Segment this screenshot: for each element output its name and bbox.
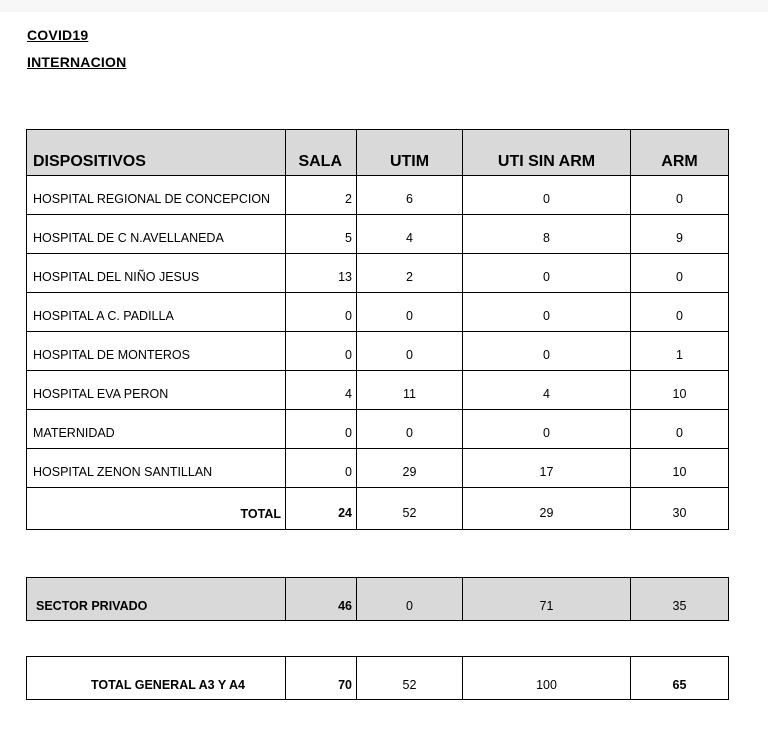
table-row — [27, 332, 729, 371]
row-sala: 0 — [286, 293, 357, 332]
private-sector-label: SECTOR PRIVADO — [27, 578, 286, 621]
column-header-sala: SALA — [286, 130, 357, 176]
row-arm: 0 — [631, 176, 729, 215]
column-header-uti-sin-arm: UTI SIN ARM — [463, 130, 631, 176]
general-total-sala: 70 — [286, 657, 357, 700]
table-row — [27, 176, 729, 215]
general-total-arm: 65 — [631, 657, 729, 700]
row-utim: 0 — [357, 410, 463, 449]
table-row — [27, 293, 729, 332]
row-name: HOSPITAL DE MONTEROS — [27, 332, 286, 371]
row-name: HOSPITAL EVA PERON — [27, 371, 286, 410]
title-covid19: COVID19 — [27, 27, 89, 43]
private-sector-utim: 0 — [357, 578, 463, 621]
row-arm: 9 — [631, 215, 729, 254]
row-sala: 0 — [286, 332, 357, 371]
row-sala: 5 — [286, 215, 357, 254]
total-arm: 30 — [631, 488, 729, 530]
row-utim: 6 — [357, 176, 463, 215]
column-header-arm: ARM — [631, 130, 729, 176]
hospital-table — [26, 129, 729, 530]
private-sector-arm: 35 — [631, 578, 729, 621]
general-total-table — [26, 656, 729, 700]
general-total-uti-sin-arm: 100 — [463, 657, 631, 700]
private-sector-sala: 46 — [286, 578, 357, 621]
row-uti-sin-arm: 0 — [463, 332, 631, 371]
column-header-dispositivos: DISPOSITIVOS — [27, 130, 286, 176]
row-arm: 0 — [631, 293, 729, 332]
row-name: MATERNIDAD — [27, 410, 286, 449]
table-row — [27, 254, 729, 293]
row-uti-sin-arm: 17 — [463, 449, 631, 488]
row-sala: 2 — [286, 176, 357, 215]
general-total-utim: 52 — [357, 657, 463, 700]
row-sala: 13 — [286, 254, 357, 293]
row-arm: 0 — [631, 254, 729, 293]
row-arm: 0 — [631, 410, 729, 449]
general-total-label: TOTAL GENERAL A3 Y A4 — [27, 657, 286, 700]
private-sector-row — [27, 578, 729, 621]
total-sala: 24 — [286, 488, 357, 530]
table-row — [27, 371, 729, 410]
table-row — [27, 215, 729, 254]
row-uti-sin-arm: 0 — [463, 254, 631, 293]
private-sector-table — [26, 577, 729, 621]
top-edge — [0, 0, 768, 12]
row-uti-sin-arm: 0 — [463, 410, 631, 449]
total-utim: 52 — [357, 488, 463, 530]
row-sala: 0 — [286, 410, 357, 449]
row-utim: 11 — [357, 371, 463, 410]
table-row — [27, 410, 729, 449]
row-arm: 10 — [631, 449, 729, 488]
row-name: HOSPITAL A C. PADILLA — [27, 293, 286, 332]
row-name: HOSPITAL ZENON SANTILLAN — [27, 449, 286, 488]
row-uti-sin-arm: 4 — [463, 371, 631, 410]
row-sala: 0 — [286, 449, 357, 488]
title-internacion: INTERNACION — [27, 54, 127, 70]
total-label: TOTAL — [27, 488, 286, 530]
row-uti-sin-arm: 0 — [463, 176, 631, 215]
row-uti-sin-arm: 0 — [463, 293, 631, 332]
total-row — [27, 488, 729, 530]
row-uti-sin-arm: 8 — [463, 215, 631, 254]
total-uti-sin-arm: 29 — [463, 488, 631, 530]
table-header-row — [27, 130, 729, 176]
column-header-utim: UTIM — [357, 130, 463, 176]
row-sala: 4 — [286, 371, 357, 410]
row-utim: 29 — [357, 449, 463, 488]
row-name: HOSPITAL DEL NIÑO JESUS — [27, 254, 286, 293]
private-sector-uti-sin-arm: 71 — [463, 578, 631, 621]
row-name: HOSPITAL REGIONAL DE CONCEPCION — [27, 176, 286, 215]
table-row — [27, 449, 729, 488]
row-utim: 4 — [357, 215, 463, 254]
general-total-row — [27, 657, 729, 700]
row-utim: 0 — [357, 332, 463, 371]
row-arm: 1 — [631, 332, 729, 371]
row-utim: 0 — [357, 293, 463, 332]
row-utim: 2 — [357, 254, 463, 293]
row-arm: 10 — [631, 371, 729, 410]
row-name: HOSPITAL DE C N.AVELLANEDA — [27, 215, 286, 254]
